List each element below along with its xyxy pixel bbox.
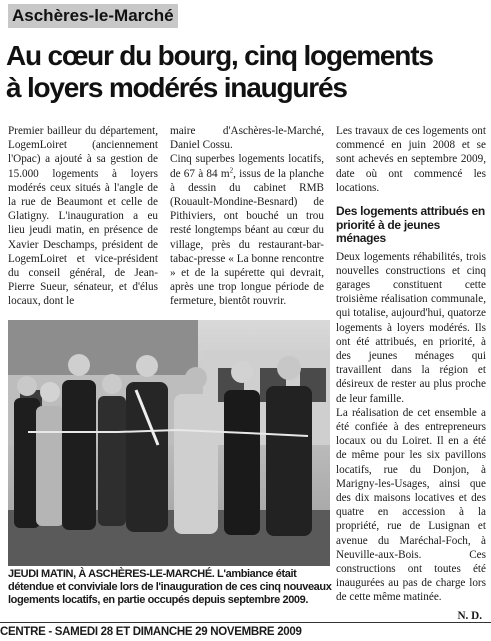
superscript-2: 2	[229, 165, 234, 174]
section-kicker: Aschères-le-Marché	[8, 4, 178, 28]
column-2-paragraph	[170, 152, 324, 308]
inauguration-photo	[8, 320, 330, 566]
article-column-1	[8, 124, 158, 309]
article-column-2	[170, 124, 324, 309]
column-3-intro: Les travaux de ces logements ont commencé en juin 2008 et se sont achevés en septembre 2009, date où ont commencé les locations.	[336, 125, 486, 194]
column-2-intro: maire d'Aschères-le-Marché, Daniel Cossu.	[170, 125, 324, 152]
article-subhead: Des logements attribués en priorité à de jeunes ménages	[336, 204, 485, 246]
article-headline	[6, 40, 486, 104]
headline-line-2: à loyers modérés inaugurés	[6, 72, 347, 103]
column-2-text-a: Cinq superbes logements locatifs, de 67 à 84 m	[170, 153, 324, 180]
column-3-paragraph-2: La réalisation de cet ensemble a été confiée à des entrepreneurs locaux ou du Loiret. Il en a été de même pour les six pavillons locatifs, rue du Donjon, à Marigny-les-Usages, ainsi que des dix maisons locatives et des quatre en accession à la propriété, rue de Lusignan et avenue du Maréchal-Foch, à Neuville-aux-Bois. Ces constructions ont toutes été inaugurées au pas de charge lors de cette même matinée.	[336, 406, 486, 604]
page-footer: CENTRE - SAMEDI 28 ET DIMANCHE 29 NOVEMBRE 2009	[0, 626, 302, 638]
column-2-text-b: , issus de la planche à dessin du cabinet RMB (Rouault-Mondine-Besnard) de Pithiviers, ont bouché un trou resté longtemps béant au cœur du village, près du restaurant-bar-tabac-presse « La bonne rencontre » et de la supérette qui devrait, après une trop longue période de fermeture, bientôt rouvrir.	[170, 167, 324, 308]
photo-caption: JEUDI MATIN, À ASCHÈRES-LE-MARCHÉ. L'ambiance était détendue et conviviale lors de l'inauguration de ces cinq nouveaux logements locatifs, en partie occupés depuis septembre 2009.	[8, 568, 332, 606]
author-signature: N. D.	[457, 609, 482, 622]
footer-rule	[0, 622, 491, 623]
headline-line-1: Au cœur du bourg, cinq logements	[6, 40, 433, 71]
column-3-paragraph-1: Deux logements réhabilités, trois nouvelles constructions et cinq garages constituent cette troisième réalisation communale, qui totalise, aujourd'hui, quatorze logements à loyers modérés. Ils ont été attribués, en priorité, à des jeunes ménages qui travaillent dans la région et désireux de rester au plus proche de leur famille.	[336, 250, 486, 405]
column-1-text: Premier bailleur du département, LogemLoiret (anciennement l'Opac) a ajouté à sa gestion de 15.000 logements à loyers modérés ceux situés à l'angle de la rue de Beaumont et celle de Glatigny. L'inauguration a eu lieu jeudi matin, en présence de Xavier Deschamps, président de LogemLoiret et vice-président du conseil général, de Jean-Pierre Sueur, sénateur, et d'élus locaux, dont le	[8, 125, 158, 308]
photo-illustration	[8, 320, 330, 566]
house-roof	[8, 320, 198, 380]
article-column-3	[336, 124, 486, 623]
